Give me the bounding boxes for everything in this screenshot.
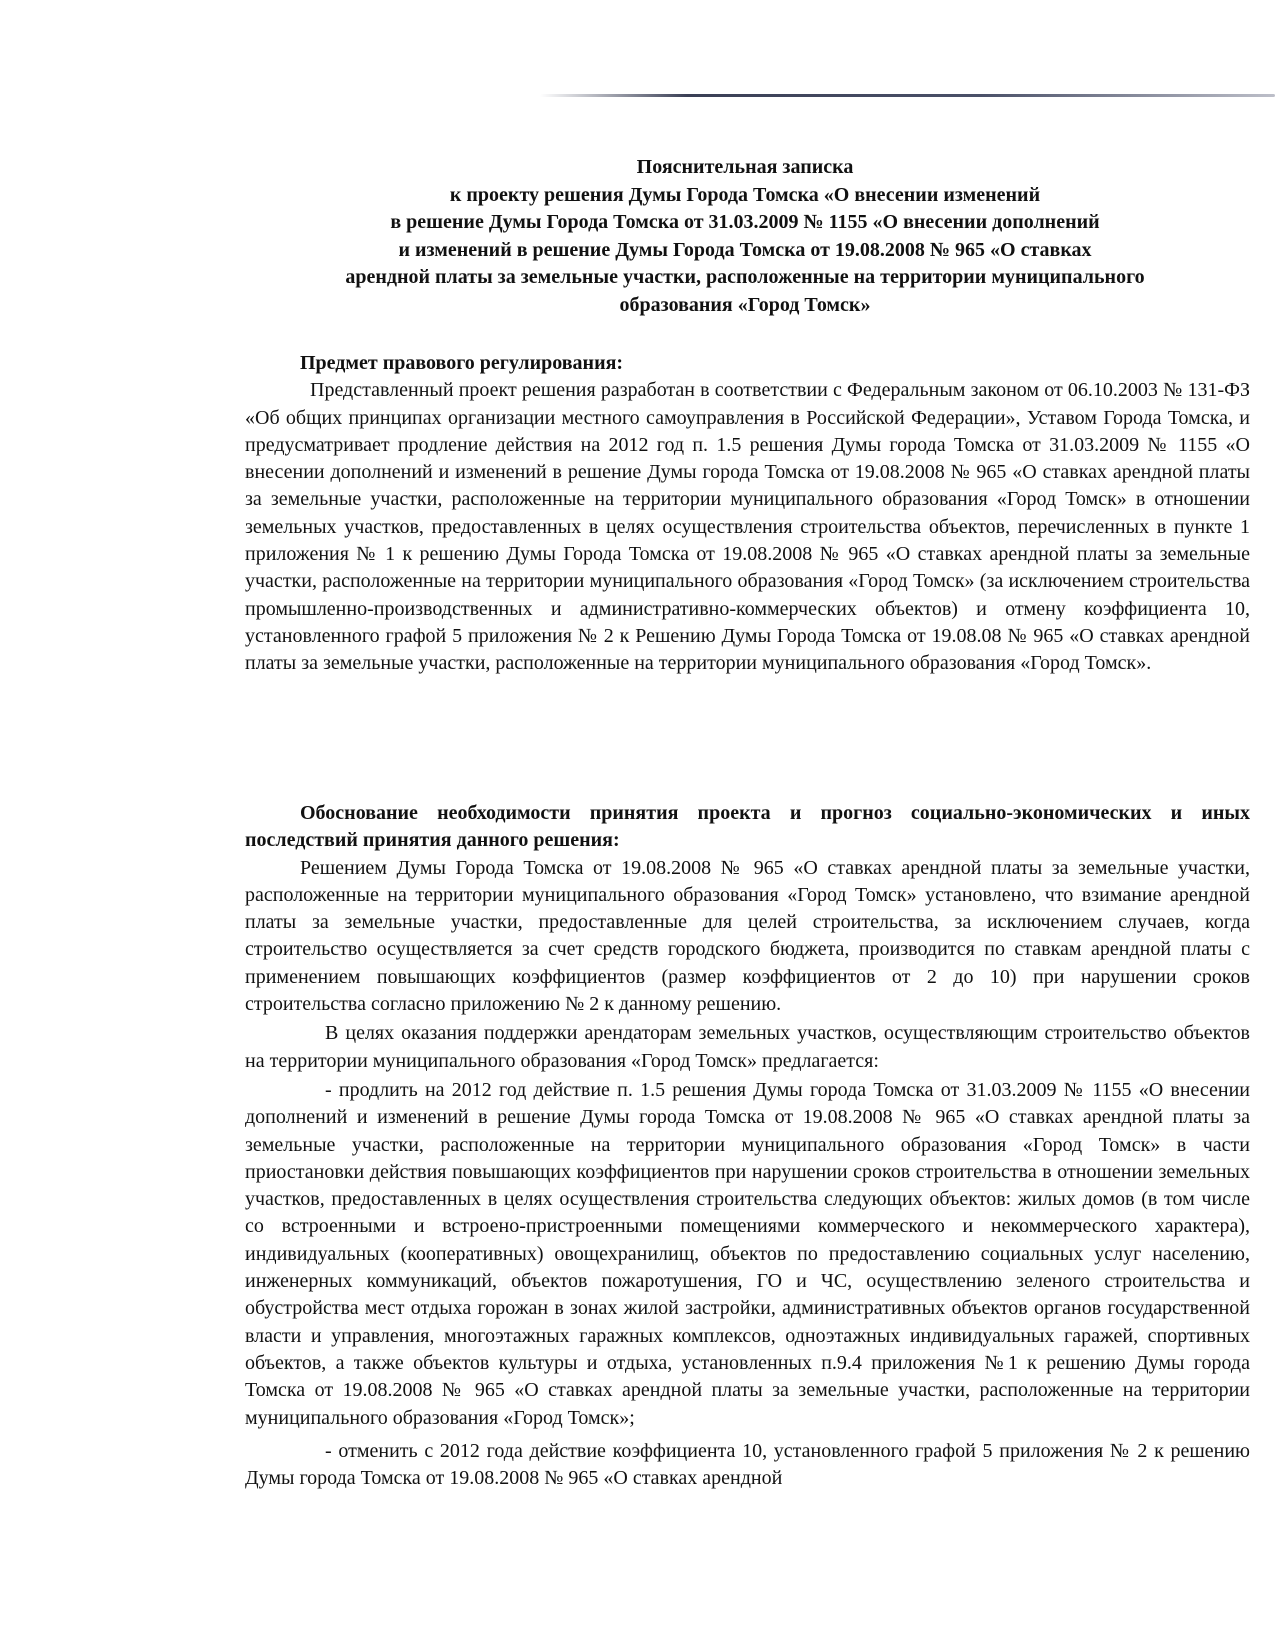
list-item: - продлить на 2012 год действие п. 1.5 решения Думы города Томска от 31.03.2009 № 1155 «О внесении дополнений и изменений в решение Думы города Томска от 19.08.2008 № 965 «О ставках арендной платы за земельные участки, расположенные на территории муниципального образования «Город Томск» в части приостановки действия повышающих коэффициентов при нарушении сроков строительства в отношении земельных участков, предоставленных в целях осуществления строительства следующих объектов: жилых домов (в том числе со встроенными и встроено-пристроенными помещениями коммерческого и некоммерческого характера), индивидуальных (кооперативных) овощехранилищ, объектов по предоставлению социальных услуг населению, инженерных коммуникаций, объектов пожаротушения, ГО и ЧС, осуществлению зеленого строительства и обустройства мест отдыха горожан в зонах жилой застройки, административных объектов органов государственной власти и управления, многоэтажных гаражных комплексов, одноэтажных индивидуальных гаражей, спортивных объектов, а также объектов культуры и отдыха, установленных п.9.4 приложения №1 к решению Думы города Томска от 19.08.2008 № 965 «О ставках арендной платы за земельные участки, расположенные на территории муниципального образования «Город Томск»;	[245, 1078, 1250, 1429]
title-line: к проекту решения Думы Города Томска «О внесении изменений	[449, 183, 1041, 206]
title-line: в решение Думы Города Томска от 31.03.2009 № 1155 «О внесении дополнений	[390, 211, 1100, 233]
section-justification	[245, 800, 1250, 1492]
document-title	[240, 154, 1250, 319]
title-line: образования «Город Томск»	[619, 293, 871, 316]
title-line: арендной платы за земельные участки, расположенные на территории муниципального	[345, 266, 1145, 288]
section-heading: Обоснование необходимости принятия проекта и прогноз социально-экономических и иных последствий принятия данного решения:	[245, 802, 1250, 852]
title-line: и изменений в решение Думы Города Томска от 19.08.2008 № 965 «О ставках	[398, 238, 1092, 261]
section-paragraph: Решением Думы Города Томска от 19.08.2008 № 965 «О ставках арендной платы за земельные участки, расположенные на территории муниципального образования «Город Томск» установлено, что взимание арендной платы за земельные участки, предоставленные для целей строительства, за исключением случаев, когда строительство осуществляется за счет средств городского бюджета, производится по ставкам арендной платы с применением повышающих коэффициентов (размер коэффициентов от 2 до 10) при нарушении сроков строительства согласно приложению № 2 к данному решению.	[245, 856, 1250, 1016]
section-heading: Предмет правового регулирования:	[300, 352, 624, 374]
title-line: Пояснительная записка	[636, 156, 854, 178]
list-item: - отменить с 2012 года действие коэффициента 10, установленного графой 5 приложения № 2 к решению Думы города Томска от 19.08.2008 № 965 «О ставках арендной	[245, 1439, 1250, 1490]
section-paragraph: Представленный проект решения разработан в соответствии с Федеральным законом от 06.10.2003 № 131-ФЗ «Об общих принципах организации местного самоуправления в Российской Федерации», Уставом Города Томска, и предусматривает продление действия на 2012 год п. 1.5 решения Думы города Томска от 31.03.2009 № 1155 «О внесении дополнений и изменений в решение Думы города Томска от 19.08.2008 № 965 «О ставках арендной платы за земельные участки, расположенные на территории муниципального образования «Город Томск» в отношении земельных участков, предоставленных в целях осуществления строительства объектов, перечисленных в пункте 1 приложения № 1 к решению Думы Города Томска от 19.08.2008 № 965 «О ставках арендной платы за земельные участки, расположенные на территории муниципального образования «Город Томск» (за исключением строительства промышленно-производственных и административно-коммерческих объектов) и отмену коэффициента 10, установленного графой 5 приложения № 2 к Решению Думы Города Томска от 19.08.08 № 965 «О ставках арендной платы за земельные участки, расположенные на территории муниципального образования «Город Томск».	[245, 379, 1250, 675]
section-regulation-subject	[245, 350, 1250, 678]
section-paragraph: В целях оказания поддержки арендаторам земельных участков, осуществляющим строительство объектов на территории муниципального образования «Город Томск» предлагается:	[245, 1022, 1250, 1072]
scan-artifact-line	[540, 94, 1275, 97]
